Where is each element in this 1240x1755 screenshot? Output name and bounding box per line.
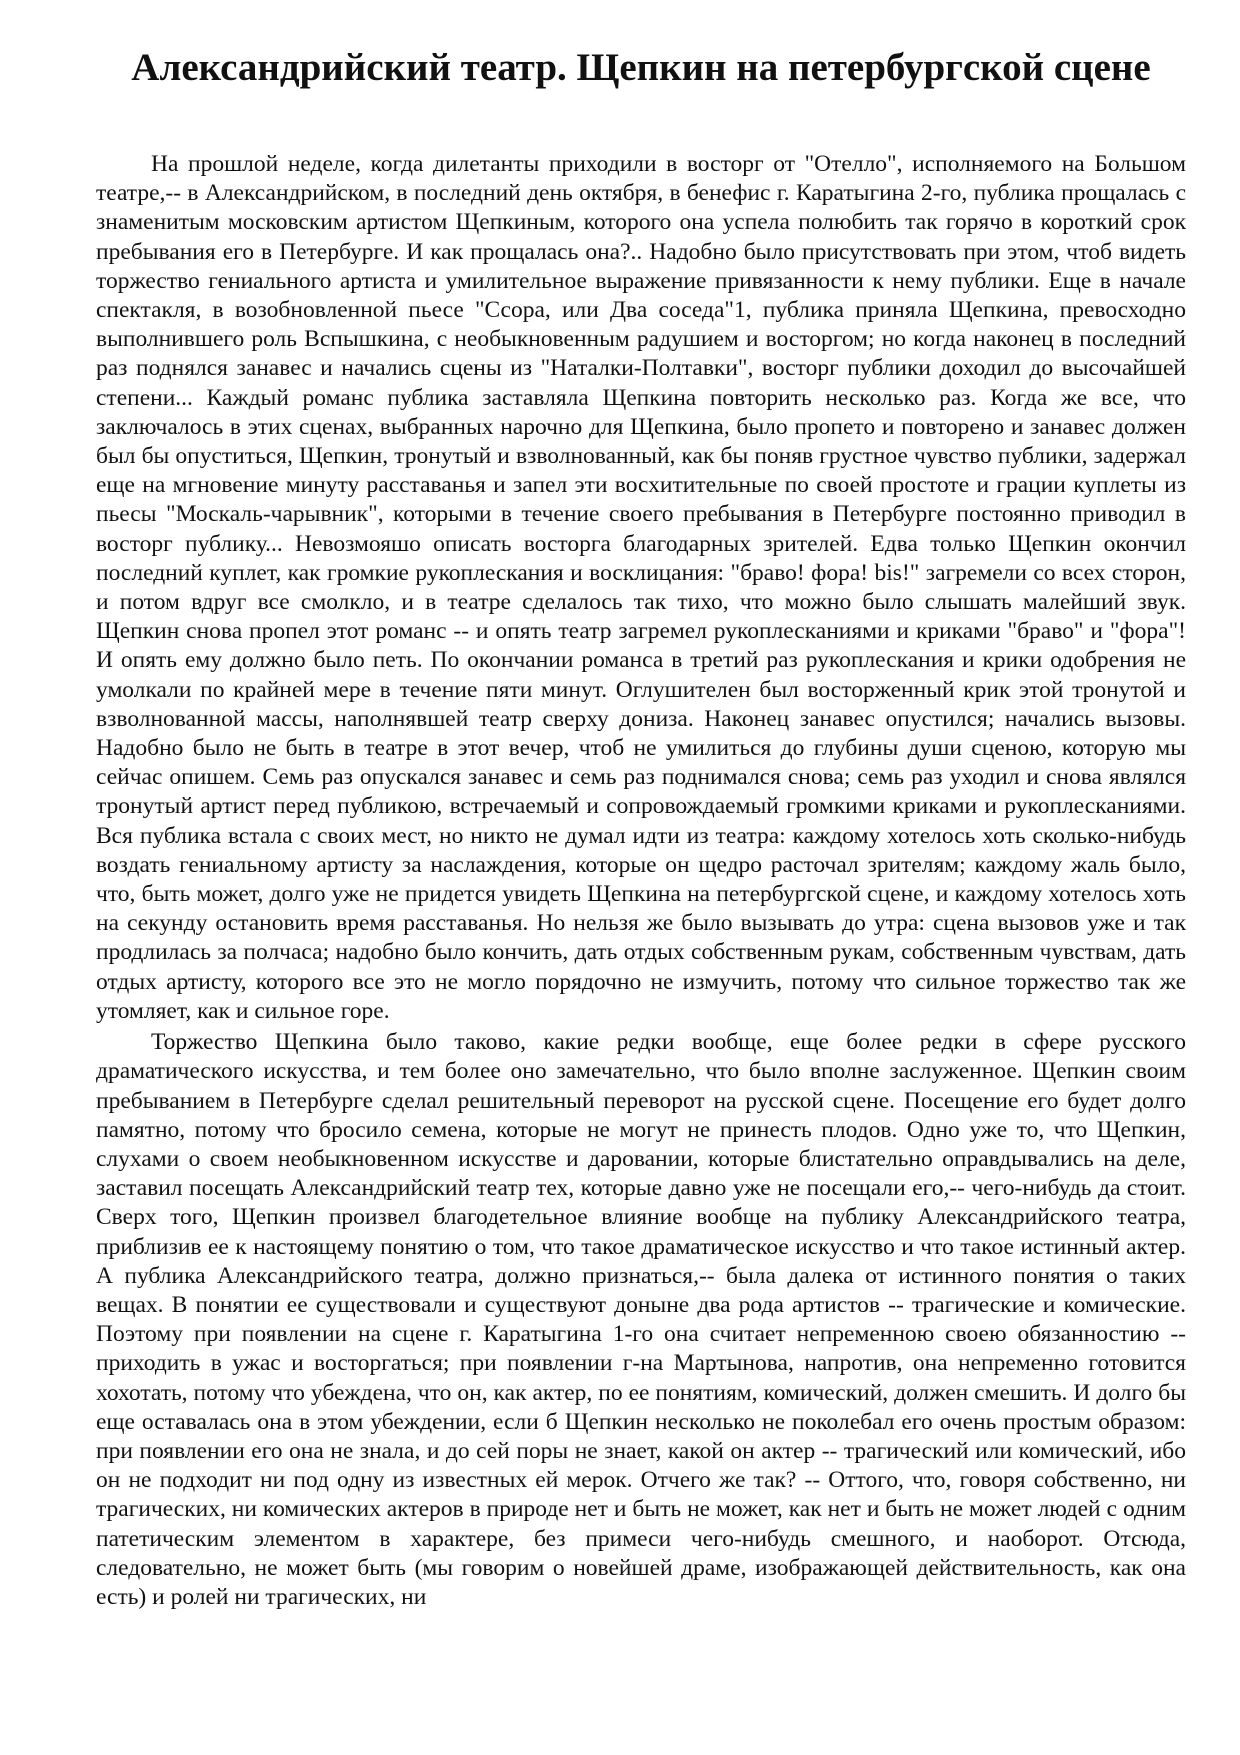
paragraph-1: На прошлой неделе, когда дилетанты приходили в восторг от "Отелло", исполняемого на Большом театре,-- в Александрийском, в последний день октября, в бенефис г. Каратыгина 2-го, публика прощалась с знаменитым московским артистом Щепкиным, которого она успела полюбить так горячо в короткий срок пребывания его в Петербурге. И как прощалась она?.. Надобно было присутствовать при этом, чтоб видеть торжество гениального артиста и умилительное выражение привязанности к нему публики. Еще в начале спектакля, в возобновленной пьесе "Ссора, или Два соседа"1, публика приняла Щепкина, превосходно выполнившего роль Вспышкина, с необыкновенным радушием и восторгом; но когда наконец в последний раз поднялся занавес и начались сцены из "Наталки-Полтавки", восторг публики доходил до высочайшей степени... Каждый романс публика заставляла Щепкина повторить несколько раз. Когда же все, что заключалось в этих сценах, выбранных нарочно для Щепкина, было пропето и повторено и занавес должен был бы опуститься, Щепкин, тронутый и взволнованный, как бы поняв грустное чувство публики, задержал еще на мгновение минуту расставанья и запел эти восхитительные по своей простоте и грации куплеты из пьесы "Москаль-чарывник", которыми в течение своего пребывания в Петербурге постоянно приводил в восторг публику... Невозмояшо описать восторга благодарных зрителей. Едва только Щепкин окончил последний куплет, как громкие рукоплескания и восклицания: "браво! фора! bis!" загремели со всех сторон, и потом вдруг все смолкло, и в театре сделалось так тихо, что можно было слышать малейший звук. Щепкин снова пропел этот романс -- и опять театр загремел рукоплесканиями и криками "браво" и "фора"! И опять ему должно было петь. По окончании романса в третий раз рукоплескания и крики одобрения не умолкали по крайней мере в течение пяти минут. Оглушителен был восторженный крик этой тронутой и взволнованной массы, наполнявшей театр сверху донизa. Наконец занавес опустился; начались вызовы. Надобно было не быть в театре в этот вечер, чтоб не умилиться до глубины души сценою, которую мы сейчас опишем. Семь раз опускался занавес и семь раз поднимался снова; семь раз уходил и снова являлся тронутый артист перед публикою, встречаемый и сопровождаемый громкими криками и рукоплесканиями. Вся публика встала с своих мест, но никто не думал идти из театра: каждому хотелось хоть сколько-нибудь воздать гениальному артисту за наслаждения, которые он щедро расточал зрителям; каждому жаль было, что, быть может, долго уже не придется увидеть Щепкина на петербургской сцене, и каждому хотелось хоть на секунду остановить время расставанья. Но нельзя же было вызывать до утра: сцена вызовов уже и так продлилась за полчаса; надобно было кончить, дать отдых собственным рукам, собственным чувствам, дать отдых артисту, которого все это не могло порядочно не измучить, потому что сильное торжество так же утомляет, как и сильное горе. xyxy=(96,151,1186,1024)
document-title: Александрийский театр. Щепкин на петербургской сцене xyxy=(131,46,1151,89)
paragraph-2: Торжество Щепкина было таково, какие редки вообще, еще более редки в сфере русского драматического искусства, и тем более оно замечательно, что было вполне заслуженное. Щепкин своим пребыванием в Петербурге сделал решительный переворот на русской сцене. Посещение его будет долго памятно, потому что бросило семена, которые не могут не принесть плодов. Одно уже то, что Щепкин, слухами о своем необыкновенном искусстве и даровании, которые блистательно оправдывались на деле, заставил посещать Александрийский театр тех, которые давно уже не посещали его,-- чего-нибудь да стоит. Сверх того, Щепкин произвел благодетельное влияние вообще на публику Александрийского театра, приблизив ее к настоящему понятию о том, что такое драматическое искусство и что такое истинный актер. А публика Александрийского театра, должно признаться,-- была далека от истинного понятия о таких вещах. В понятии ее существовали и существуют доныне два рода артистов -- трагические и комические. Поэтому при появлении на сцене г. Каратыгина 1-го она считает непременною своею обязанностию -- приходить в ужас и восторгаться; при появлении г-на Мартынова, напротив, она непременно готовится хохотать, потому что убеждена, что он, как актер, по ее понятиям, комический, должен смешить. И долго бы еще оставалась она в этом убеждении, если б Щепкин несколько не поколебал его очень простым образом: при появлении его она не знала, и до сей поры не знает, какой он актер -- трагический или комический, ибо он не подходит ни под одну из известных ей мерок. Отчего же так? -- Оттого, что, говоря собственно, ни трагических, ни комических актеров в природе нет и быть не может, как нет и быть не может людей с одним патетическим элементом в характере, без примеси чего-нибудь смешного, и наоборот. Отсюда, следовательно, не может быть (мы говорим о новейшей драме, изображающей действительность, как она есть) и ролей ни трагических, ни xyxy=(96,1029,1186,1610)
document-page xyxy=(96,44,1186,1612)
